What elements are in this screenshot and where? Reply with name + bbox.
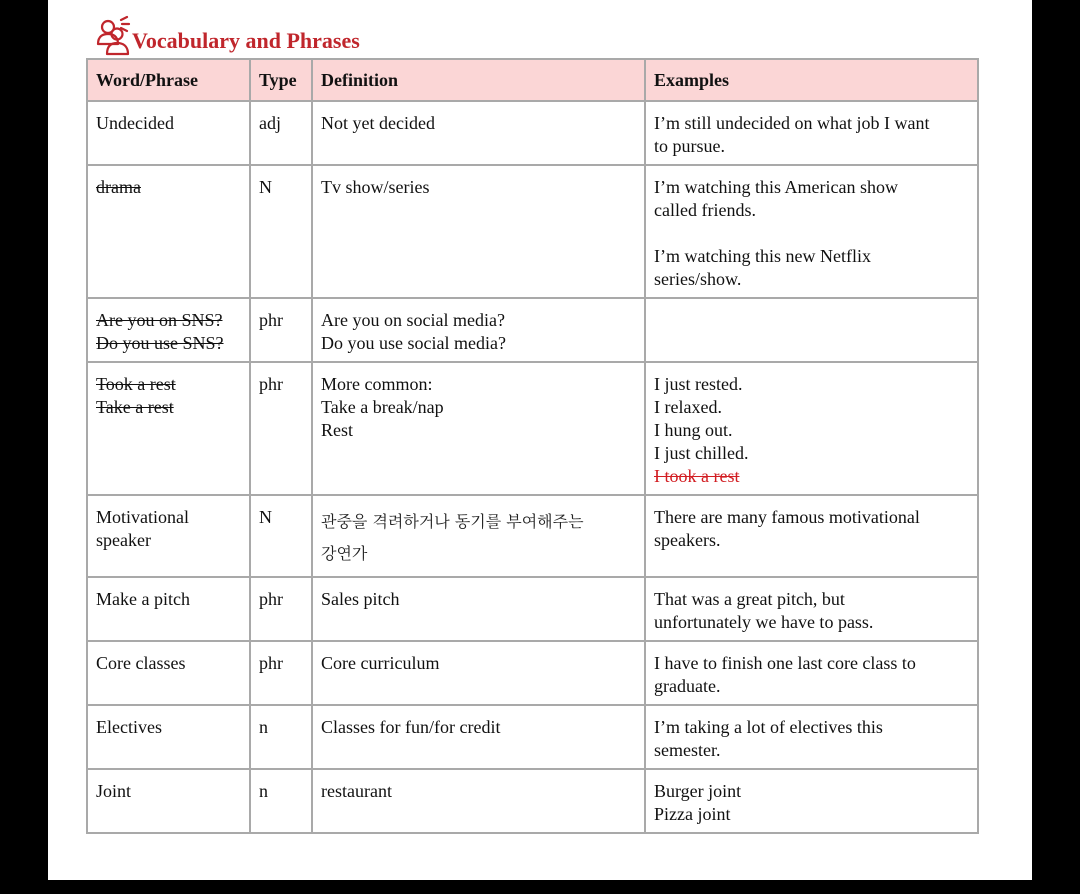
definition-cell: More common: Take a break/nap Rest (312, 362, 645, 495)
examples-cell (645, 298, 978, 362)
examples-cell: There are many famous motivational speakers. (645, 495, 978, 577)
type-cell: n (250, 769, 312, 833)
vocabulary-table (86, 58, 979, 834)
header-definition: Definition (312, 59, 645, 101)
type-cell: phr (250, 641, 312, 705)
title-text: Vocabulary and Phrases (132, 28, 360, 53)
type-cell: N (250, 495, 312, 577)
word-cell: Motivational speaker (87, 495, 250, 577)
word-cell: Undecided (87, 101, 250, 165)
examples-cell: I just rested. I relaxed. I hung out. I just chilled. I took a rest (645, 362, 978, 495)
word-cell: Electives (87, 705, 250, 769)
type-cell: phr (250, 298, 312, 362)
table-row (87, 705, 978, 769)
header-examples: Examples (645, 59, 978, 101)
table-row (87, 577, 978, 641)
table-header-row (87, 59, 978, 101)
table-row (87, 362, 978, 495)
examples-cell: Burger joint Pizza joint (645, 769, 978, 833)
examples-cell: I’m taking a lot of electives this semester. (645, 705, 978, 769)
definition-cell: Not yet decided (312, 101, 645, 165)
definition-cell: Core curriculum (312, 641, 645, 705)
table-row (87, 298, 978, 362)
definition-cell: Are you on social media? Do you use social media? (312, 298, 645, 362)
header-word: Word/Phrase (87, 59, 250, 101)
table-row (87, 101, 978, 165)
definition-cell: Classes for fun/for credit (312, 705, 645, 769)
word-cell: Took a rest Take a rest (87, 362, 250, 495)
examples-cell: That was a great pitch, but unfortunately we have to pass. (645, 577, 978, 641)
examples-cell: I have to finish one last core class to graduate. (645, 641, 978, 705)
examples-cell: I’m watching this American show called friends. I’m watching this new Netflix series/show. (645, 165, 978, 298)
definition-cell: 관중을 격려하거나 동기를 부여해주는 강연가 (312, 495, 645, 577)
definition-cell: Sales pitch (312, 577, 645, 641)
word-cell: drama (87, 165, 250, 298)
people-talking-icon (95, 14, 133, 56)
word-cell: Joint (87, 769, 250, 833)
type-cell: n (250, 705, 312, 769)
type-cell: phr (250, 362, 312, 495)
type-cell: adj (250, 101, 312, 165)
header-type: Type (250, 59, 312, 101)
word-cell: Are you on SNS? Do you use SNS? (87, 298, 250, 362)
type-cell: phr (250, 577, 312, 641)
definition-cell: Tv show/series (312, 165, 645, 298)
word-cell: Core classes (87, 641, 250, 705)
section-title (95, 6, 360, 56)
table-row (87, 641, 978, 705)
table-row (87, 769, 978, 833)
examples-cell: I’m still undecided on what job I want to pursue. (645, 101, 978, 165)
definition-cell: restaurant (312, 769, 645, 833)
table-row (87, 165, 978, 298)
word-cell: Make a pitch (87, 577, 250, 641)
table-row (87, 495, 978, 577)
type-cell: N (250, 165, 312, 298)
